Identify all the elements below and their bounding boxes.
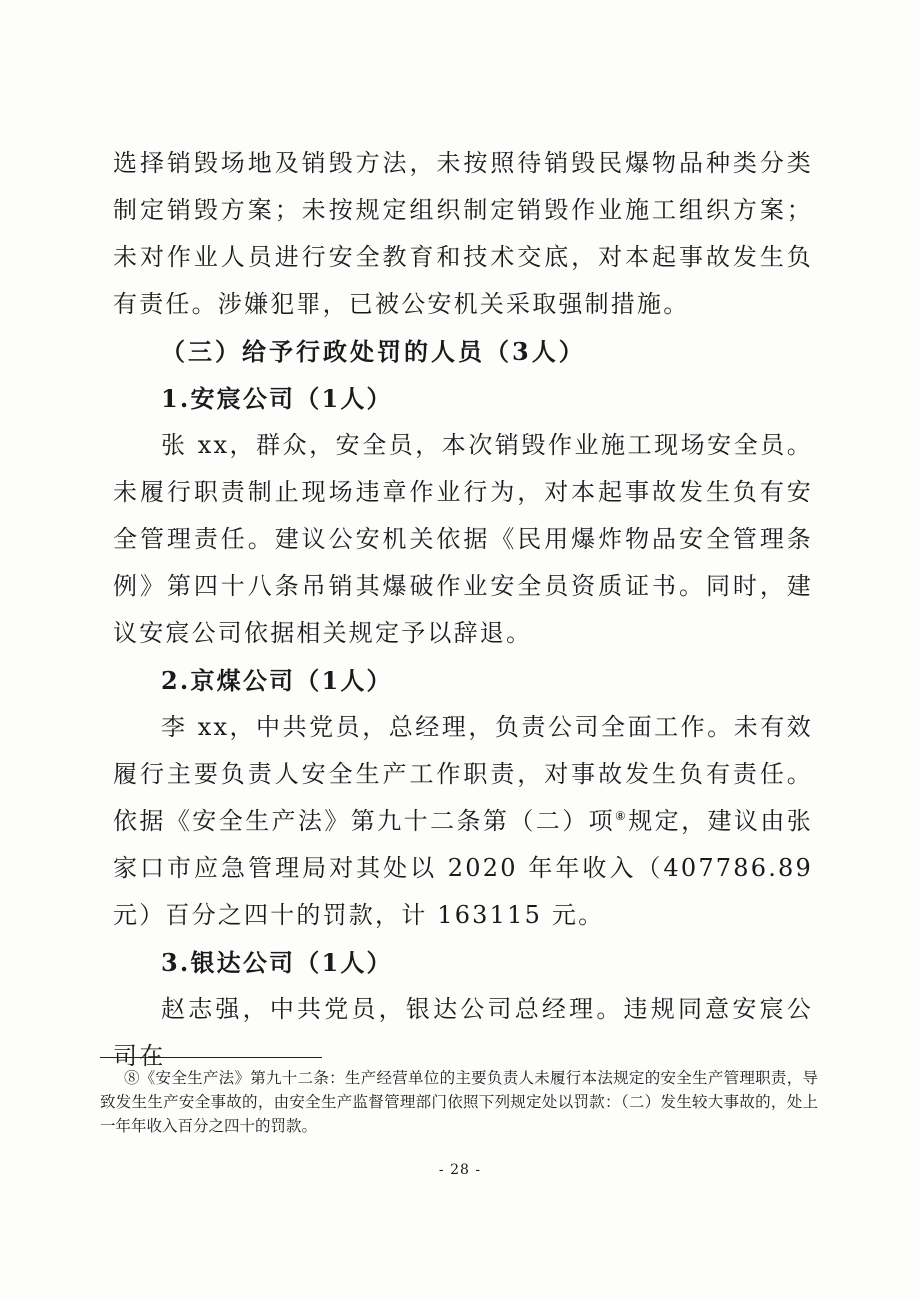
body-text (113, 140, 813, 1080)
footnote-separator (100, 1057, 322, 1058)
paragraph-li-part1: 李 xx，中共党员，总经理，负责公司全面工作。未有效履行主要负责人安全生产工作职责，对事故发生负有责任。依据《安全生产法》第九十二条第（二）项 (113, 713, 813, 835)
footnote-8: ⑧《安全生产法》第九十二条：生产经营单位的主要负责人未履行本法规定的安全生产管理职责，导致发生生产安全事故的，由安全生产监督管理部门依照下列规定处以罚款：（二）发生较大事故的，处上一年年收入百分之四十的罚款。 (100, 1069, 818, 1135)
paragraph-continuation: 选择销毁场地及销毁方法，未按照待销毁民爆物品种类分类制定销毁方案；未按规定组织制定销毁作业施工组织方案；未对作业人员进行安全教育和技术交底，对本起事故发生负有责任。涉嫌犯罪，已被公安机关采取强制措施。 (113, 149, 813, 318)
paragraph-zhang: 张 xx，群众，安全员，本次销毁作业施工现场安全员。未履行职责制止现场违章作业行为，对本起事故发生负有安全管理责任。建议公安机关依据《民用爆炸物品安全管理条例》第四十八条吊销其爆破作业安全员资质证书。同时，建议安宸公司依据相关规定予以辞退。 (113, 431, 813, 647)
paragraph-li-part2: 规定，建议由张家口市应急管理局对其处以 2020 年年收入（407786.89 元）百分之四十的罚款，计 163115 元。 (113, 807, 813, 929)
page-number: - 28 - (438, 1162, 482, 1178)
section-heading-administrative-penalty: （三）给予行政处罚的人员（3人） (161, 337, 586, 366)
subheading-yinda-company: 3.银达公司（1人） (161, 948, 393, 977)
paragraph-zhao: 赵志强，中共党员，银达公司总经理。违规同意安宸公司在 (113, 995, 813, 1070)
subheading-jingmei-company: 2.京煤公司（1人） (161, 666, 393, 695)
footnote-reference-8[interactable]: ⑧ (615, 809, 629, 823)
subheading-anchen-company: 1.安宸公司（1人） (161, 384, 393, 413)
paragraph-li (113, 704, 813, 939)
